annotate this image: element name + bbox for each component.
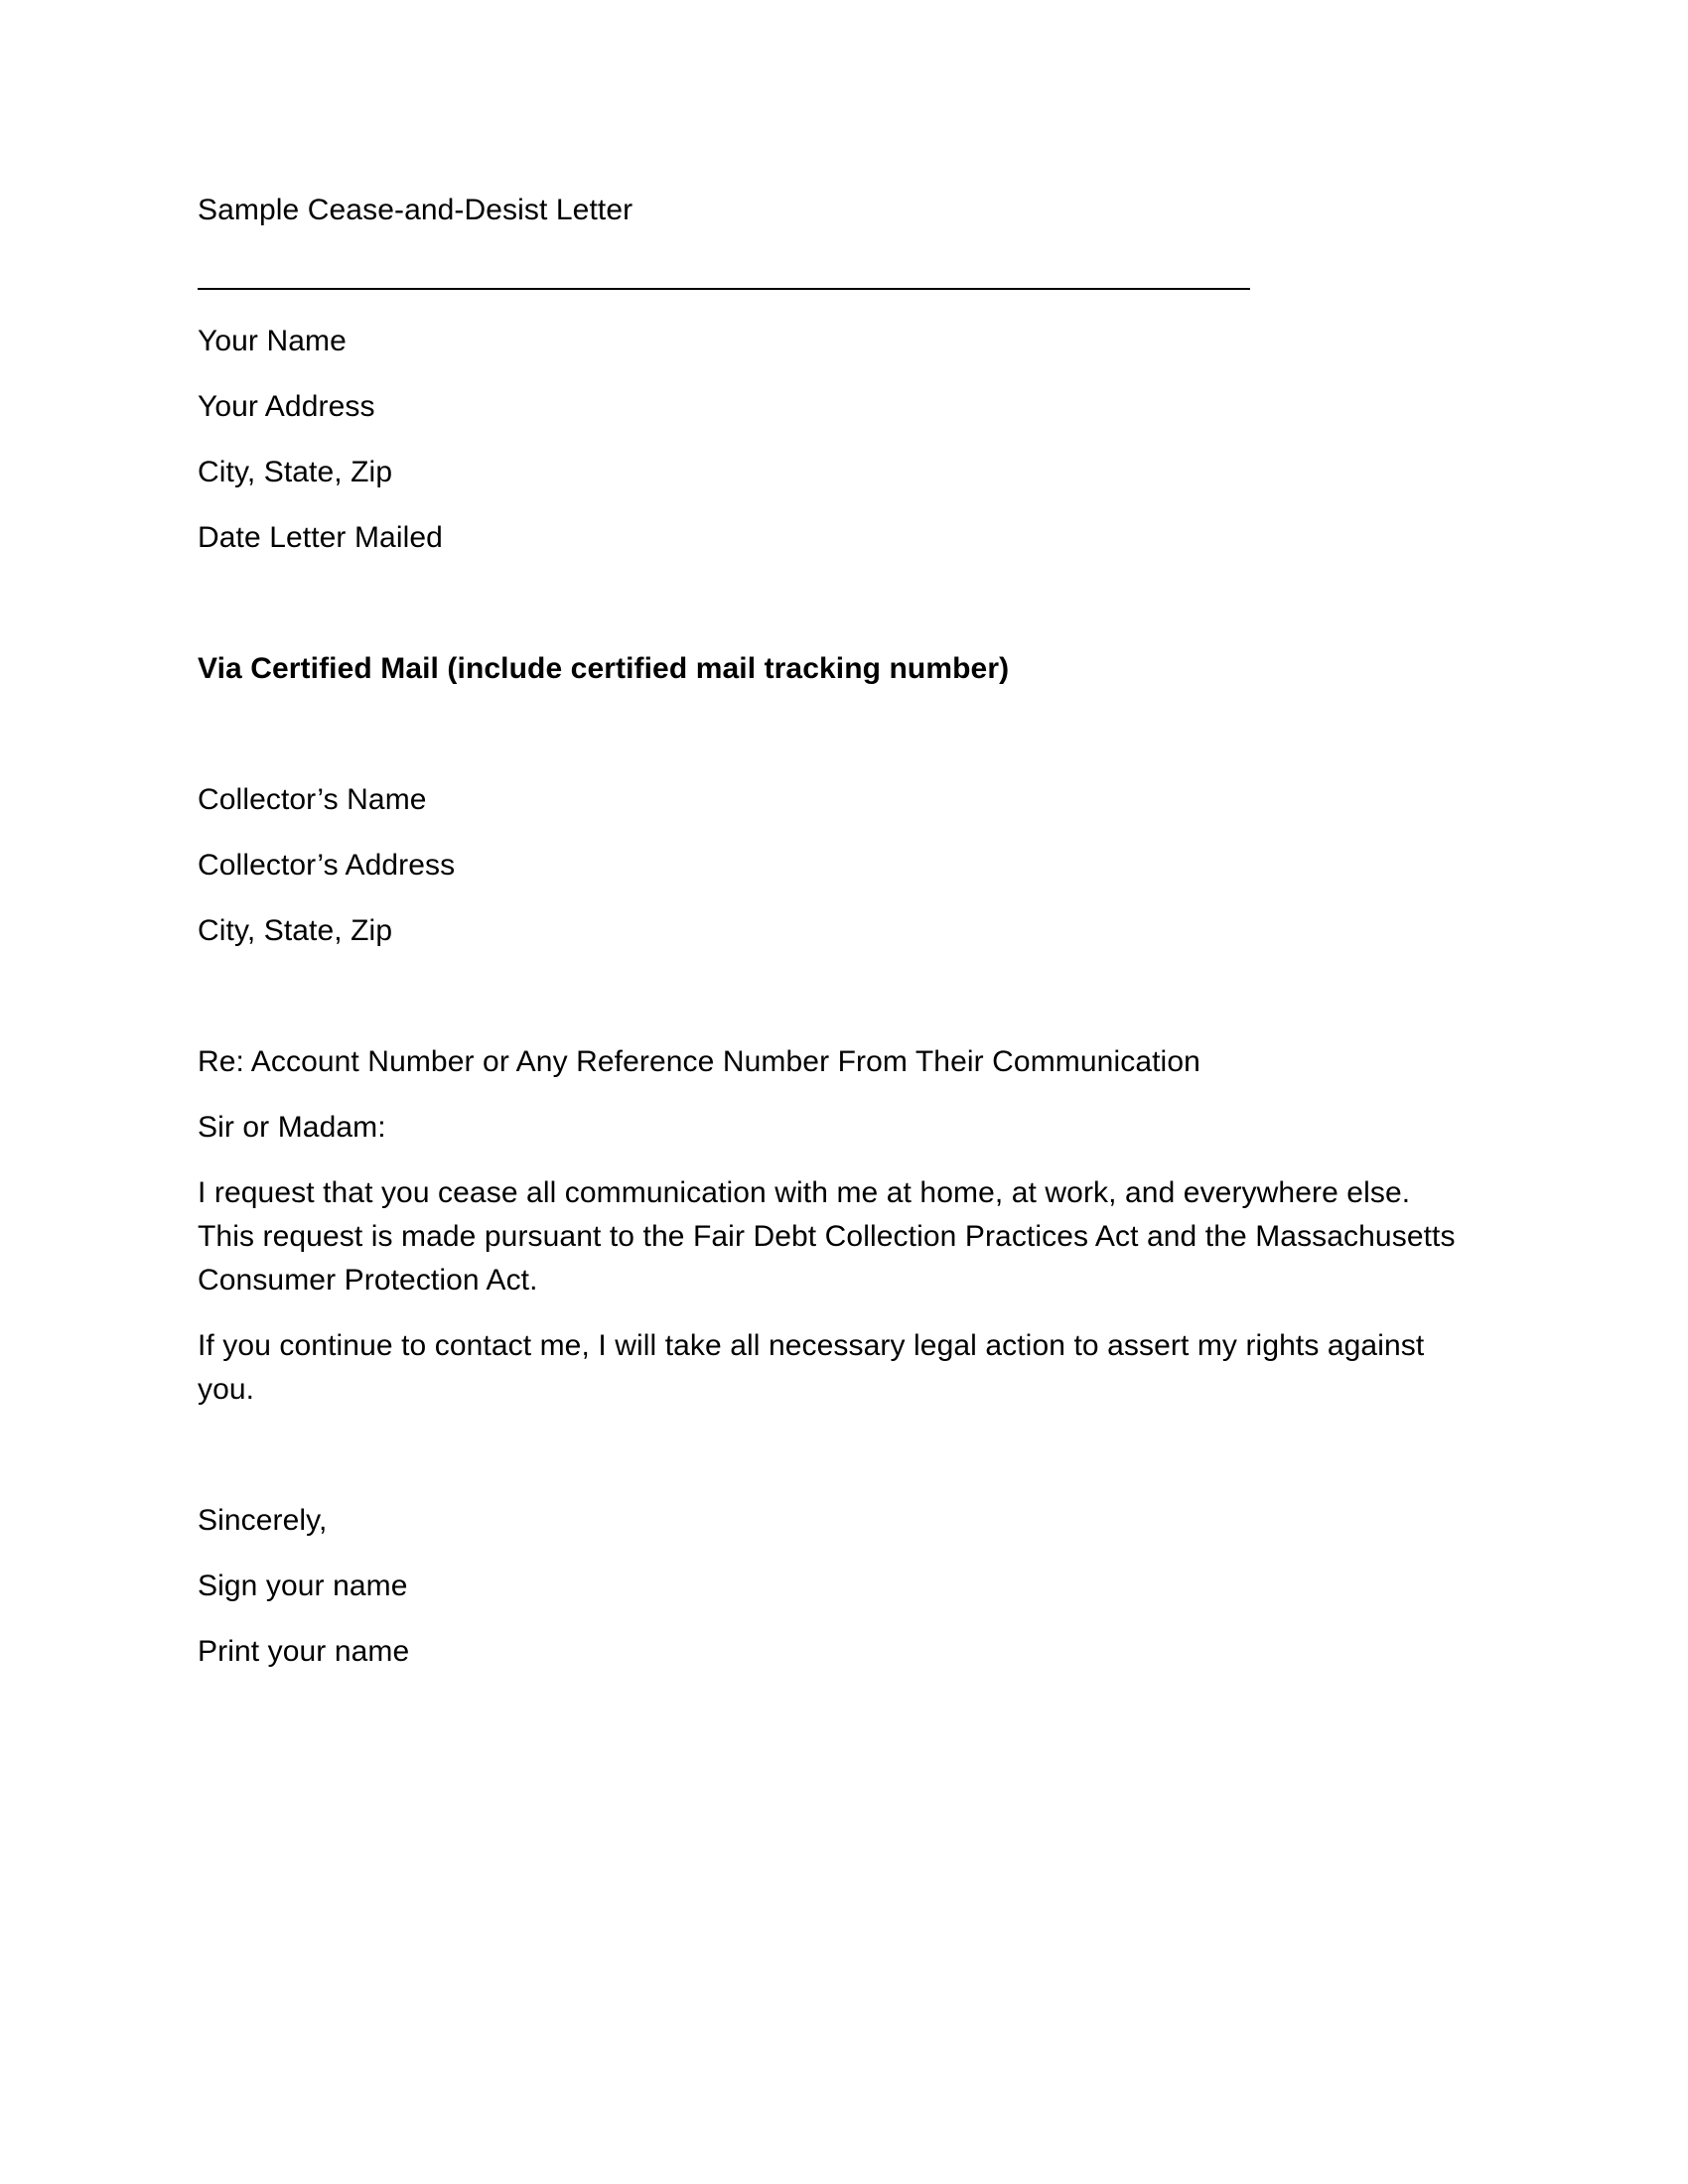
title-divider <box>198 288 1250 290</box>
recipient-address: Collector’s Address <box>198 849 456 882</box>
delivery-method: Via Certified Mail (include certified mail tracking number) <box>198 652 1010 685</box>
document-title: Sample Cease-and-Desist Letter <box>198 194 633 226</box>
sender-name: Your Name <box>198 325 347 357</box>
printed-name-line: Print your name <box>198 1635 410 1668</box>
salutation: Sir or Madam: <box>198 1111 386 1144</box>
body-paragraph-2-line-2: you. <box>198 1373 255 1406</box>
letter-date: Date Letter Mailed <box>198 521 443 554</box>
recipient-city-state-zip: City, State, Zip <box>198 914 393 947</box>
body-paragraph-1-line-1: I request that you cease all communication with me at home, at work, and everywhere else. <box>198 1176 1411 1209</box>
closing: Sincerely, <box>198 1504 328 1537</box>
sender-city-state-zip: City, State, Zip <box>198 456 393 488</box>
body-paragraph-2-line-1: If you continue to contact me, I will take all necessary legal action to assert my rights against <box>198 1329 1425 1362</box>
sender-address: Your Address <box>198 390 375 423</box>
body-paragraph-1-line-3: Consumer Protection Act. <box>198 1264 538 1297</box>
signature-line: Sign your name <box>198 1570 408 1602</box>
reference-line: Re: Account Number or Any Reference Number From Their Communication <box>198 1045 1200 1078</box>
body-paragraph-1-line-2: This request is made pursuant to the Fair Debt Collection Practices Act and the Massachusetts <box>198 1220 1456 1253</box>
recipient-name: Collector’s Name <box>198 783 427 816</box>
